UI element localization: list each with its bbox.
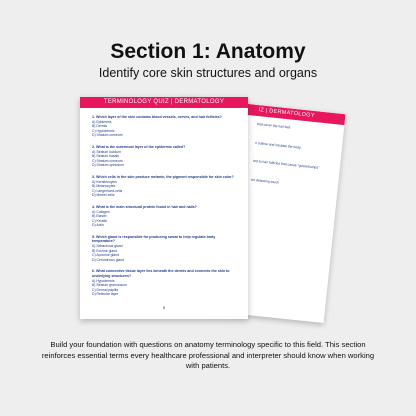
answer-option: D) Merkel cells	[92, 193, 115, 198]
question-text: 5. Which gland is responsible for producing sweat to help regulate body temperature?	[92, 234, 216, 244]
answer-option: A) Keratinocytes	[92, 179, 117, 184]
answer-option: D) Stratum spinosum	[92, 163, 124, 168]
question-block	[80, 235, 248, 263]
question-block	[80, 269, 248, 297]
front-page-header: TERMINOLOGY QUIZ | DERMATOLOGY	[80, 97, 248, 108]
question-block	[80, 205, 248, 228]
back-page-line: for detecting touch	[251, 177, 280, 185]
question-text: 6. What connective tissue layer lies beneath the dermis and connects the skin to underlying structures?	[92, 269, 230, 279]
answer-option: C) Apocrine gland	[92, 253, 119, 258]
question-block	[80, 175, 248, 198]
answer-option: B) Eccrine gland	[92, 248, 117, 253]
answer-option: B) Dermis	[92, 124, 108, 129]
question-text: 1. Which layer of the skin contains blood vessels, nerves, and hair follicles?	[92, 115, 222, 119]
answer-option: D) Actin	[92, 223, 104, 228]
front-quiz-page	[80, 97, 248, 319]
question-block	[80, 115, 248, 138]
answer-option: A) Sebaceous gland	[92, 244, 123, 249]
answer-option: A) Hypodermis	[92, 278, 115, 283]
answer-option: B) Melanocytes	[92, 184, 116, 189]
question-text: 3. Which cells in the skin produce melanin, the pigment responsible for skin color?	[92, 174, 234, 179]
answer-option: B) Stratum granulosum	[92, 283, 127, 288]
answer-option: A) Stratum lucidum	[92, 149, 121, 154]
question-text: 4. What is the main structural protein found in hair and nails?	[92, 204, 197, 209]
back-page-line: n outline and insulate the body	[254, 140, 302, 150]
section-description: Build your foundation with questions on anatomy terminology specific to this field. This section reinforces essential terms every healthcare professional and interpreter should know when working with patients.	[41, 340, 375, 370]
question-text: 2. What is the outermost layer of the epidermis called?	[92, 144, 186, 149]
answer-option: C) Keratin	[92, 218, 108, 223]
answer-option: C) Langerhans cells	[92, 188, 123, 193]
back-page-line: ted to hair follicles that cause "goosebumps"	[252, 158, 320, 170]
back-page-header: IZ | DERMATOLOGY	[180, 97, 345, 125]
answer-option: A) Collagen	[92, 209, 110, 214]
answer-option: D) Stratum corneum	[92, 133, 123, 138]
answer-option: B) Stratum basale	[92, 154, 120, 159]
section-title: Section 1: Anatomy	[110, 40, 306, 63]
answer-option: B) Elastin	[92, 214, 107, 219]
page-number: 5	[162, 305, 166, 310]
answer-option: C) Hypodermis	[92, 128, 115, 133]
question-block	[80, 145, 248, 168]
section-subtitle: Identify core skin structures and organs	[98, 66, 318, 80]
answer-option: D) Reticular layer	[92, 292, 119, 297]
answer-option: C) Stratum corneum	[92, 158, 123, 163]
answer-option: A) Epidermis	[92, 119, 112, 124]
answer-option: C) Dermal papilla	[92, 287, 119, 292]
answer-option: D) Ceruminous gland	[92, 257, 125, 262]
back-page-line: that cover the nail bed	[256, 122, 291, 130]
